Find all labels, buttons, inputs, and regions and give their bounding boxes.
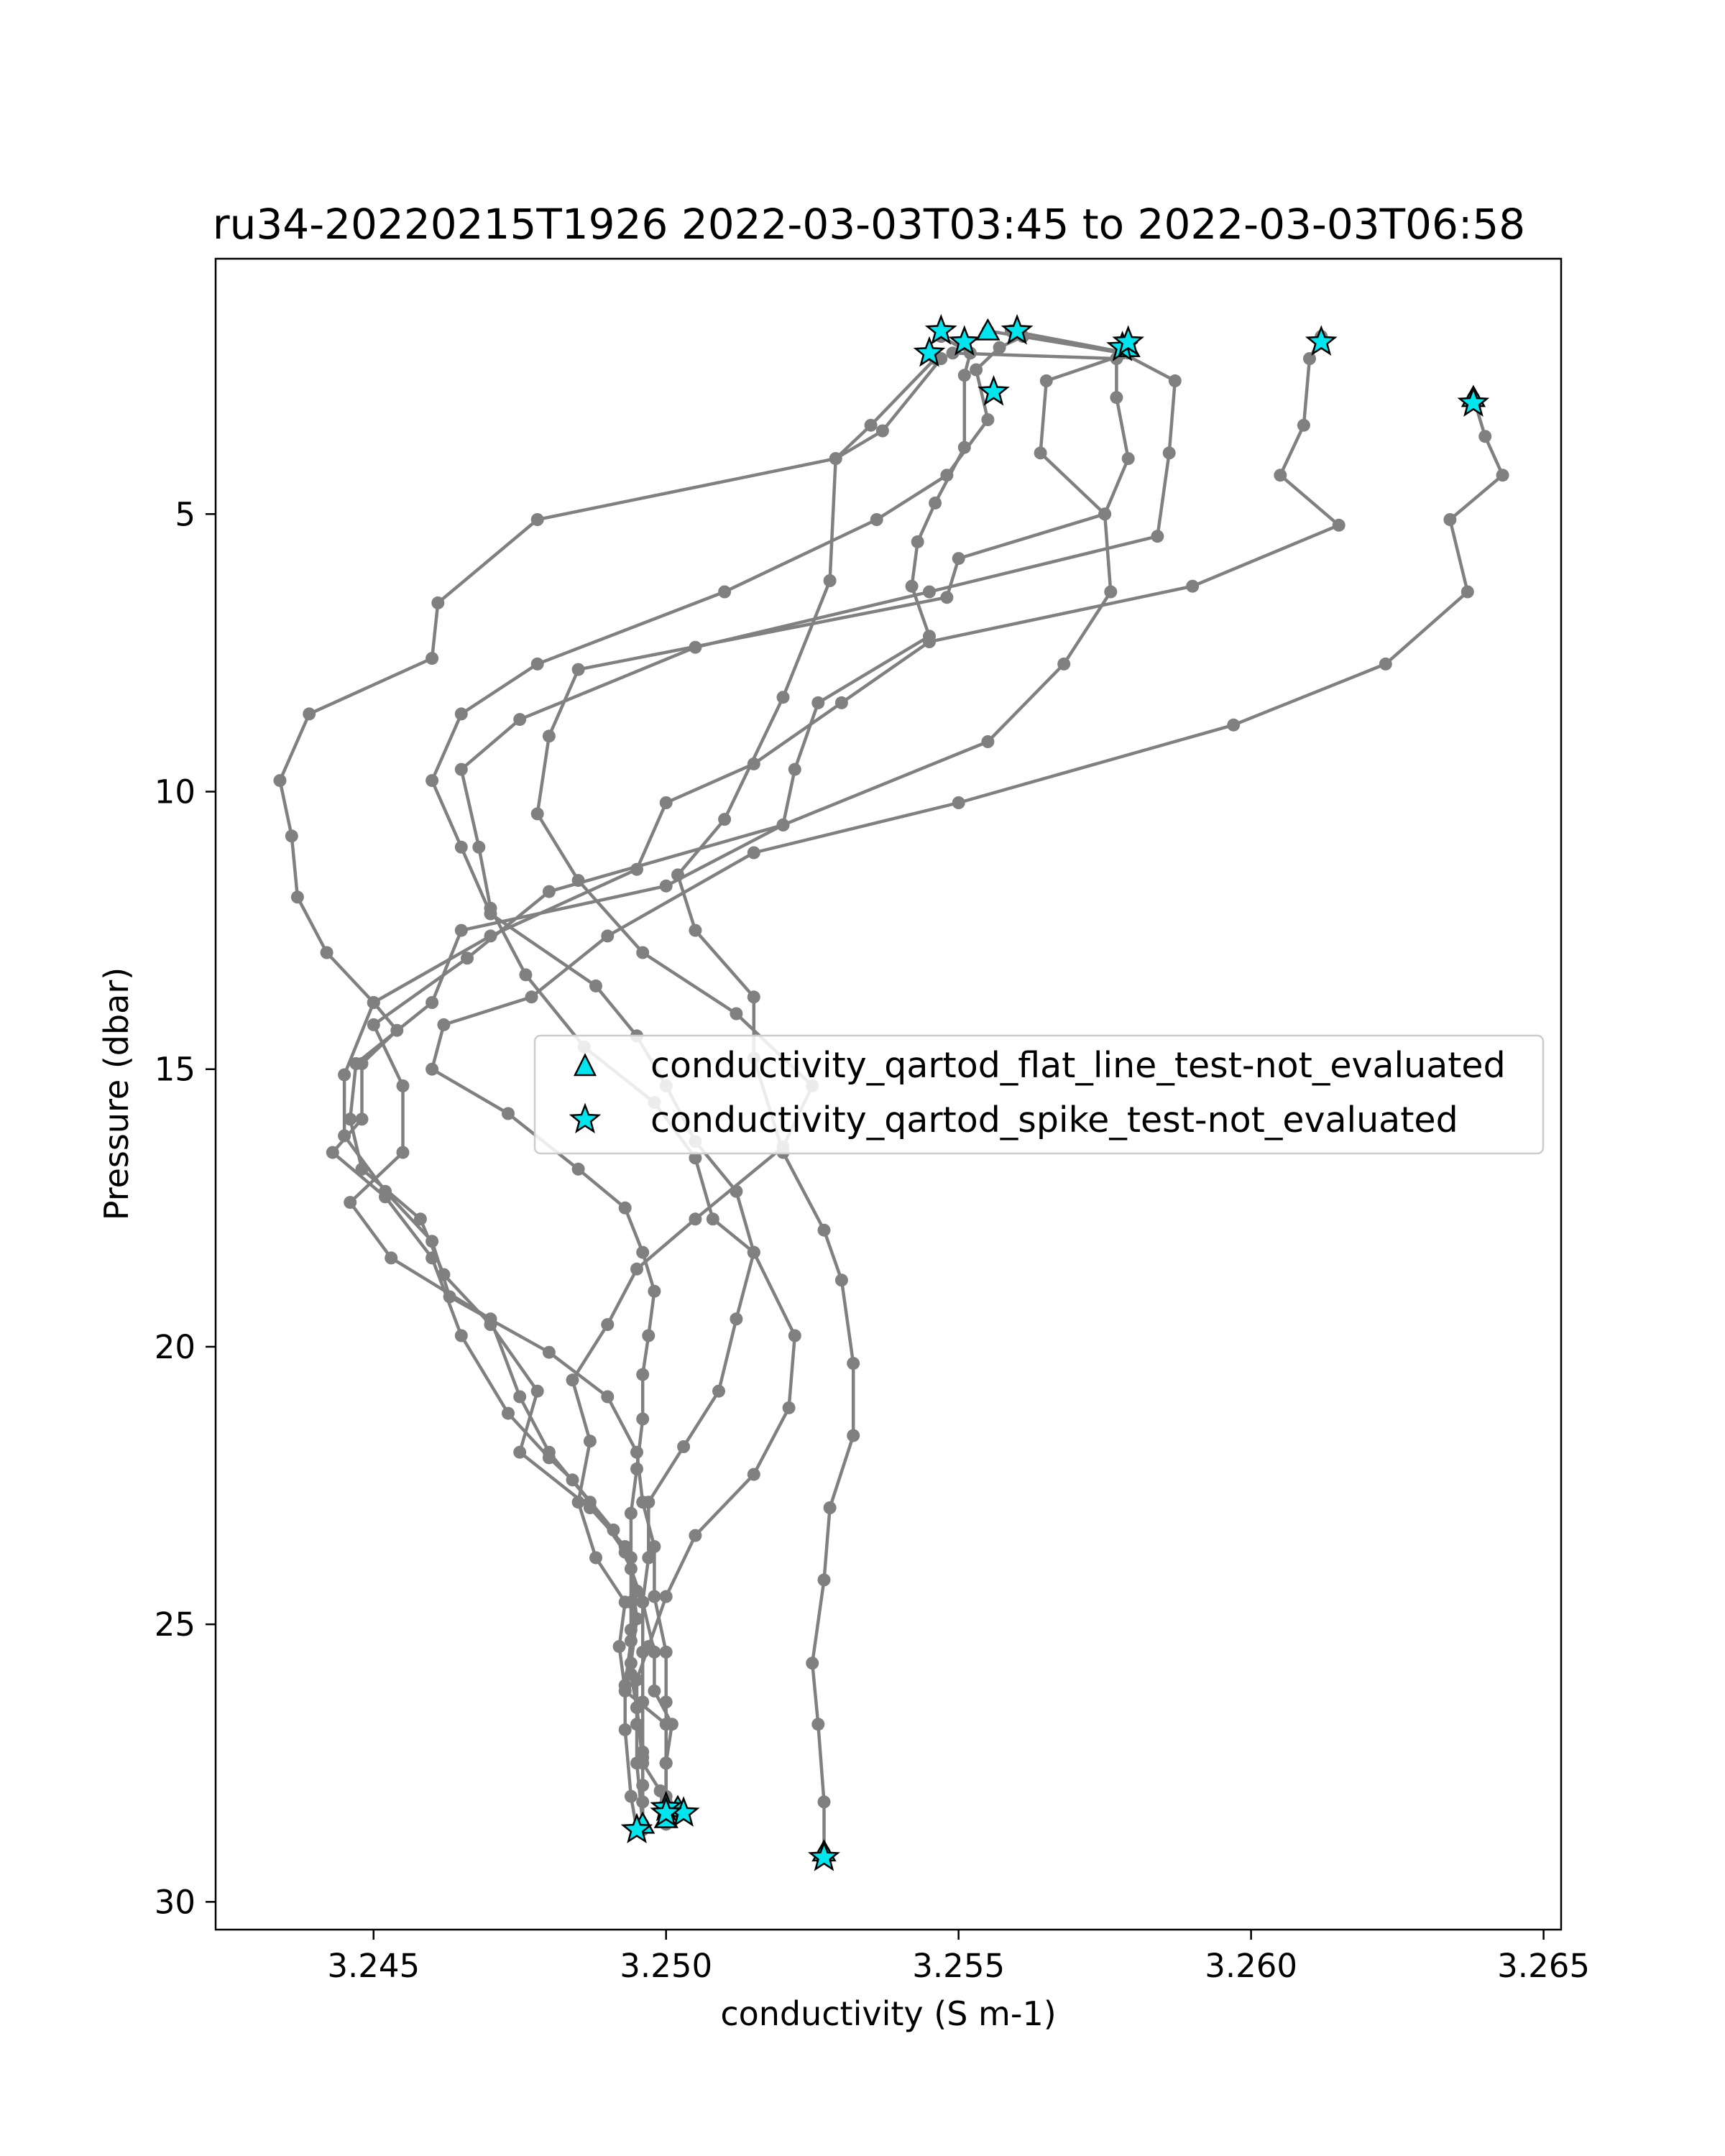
legend-label-spike: conductivity_qartod_spike_test-not_evaluated <box>650 1100 1458 1141</box>
profile-point <box>1379 658 1392 671</box>
profile-point <box>625 1507 638 1520</box>
profile-point <box>625 1657 638 1669</box>
profile-point <box>572 663 585 676</box>
profile-point <box>730 1312 742 1325</box>
profile-point <box>484 1312 497 1325</box>
profile-point <box>613 1640 626 1653</box>
profile-point <box>870 513 883 526</box>
profile-point <box>1227 719 1240 732</box>
profile-point <box>426 652 438 665</box>
profile-point <box>414 1212 427 1225</box>
spike-flag-marker <box>1460 389 1487 415</box>
profile-point <box>601 929 614 942</box>
profile-point <box>788 763 801 776</box>
profile-point <box>748 1246 760 1259</box>
profile-point <box>543 729 556 742</box>
profile-point <box>636 1746 649 1759</box>
profile-point <box>543 1346 556 1359</box>
profile-point <box>1496 469 1509 482</box>
profile-point <box>718 586 731 599</box>
profile-point <box>285 829 298 842</box>
profile-point <box>513 713 526 726</box>
x-tick-label: 3.255 <box>912 1947 1006 1985</box>
profile-point <box>876 425 889 438</box>
profile-point <box>671 868 684 881</box>
profile-point <box>625 1790 638 1803</box>
profile-point <box>835 1273 848 1286</box>
profile-point <box>484 908 497 921</box>
profile-point <box>589 980 602 992</box>
profile-point <box>689 1212 702 1225</box>
x-tick-label: 3.265 <box>1497 1947 1590 1985</box>
profile-point <box>824 574 837 587</box>
profile-point <box>531 807 544 820</box>
profile-point <box>929 497 942 510</box>
profile-point <box>390 1024 403 1037</box>
profile-point <box>274 774 287 787</box>
profile-point <box>455 924 468 937</box>
y-tick-label: 20 <box>154 1327 196 1366</box>
profile-point <box>426 774 438 787</box>
profile-point <box>437 1018 450 1031</box>
profile-point <box>543 885 556 898</box>
profile-point <box>1478 430 1491 443</box>
profile-point <box>660 1756 673 1769</box>
spike-flag-marker <box>810 1843 837 1869</box>
profile-point <box>811 696 824 709</box>
profile-point <box>344 1112 356 1125</box>
profile-point <box>502 1107 515 1120</box>
profile-point <box>788 1330 801 1342</box>
profile-point <box>426 996 438 1009</box>
profile-point <box>502 1407 515 1420</box>
profile-point <box>806 1657 819 1669</box>
profile-point <box>1461 586 1474 599</box>
x-axis-label: conductivity (S m-1) <box>720 1994 1057 2033</box>
profile-point <box>923 586 936 599</box>
profile-point <box>356 1112 369 1125</box>
profile-point <box>525 990 538 1003</box>
profile-point <box>981 413 994 426</box>
profile-point <box>712 1385 725 1398</box>
profile-point <box>818 1795 831 1808</box>
profile-point <box>1040 374 1053 387</box>
profile-point <box>748 990 760 1003</box>
profile-point <box>531 513 544 526</box>
x-axis <box>327 1930 1590 1985</box>
profile-point <box>824 1501 837 1514</box>
profile-point <box>636 1368 649 1381</box>
profile-point <box>811 1718 824 1731</box>
y-tick-label: 25 <box>154 1606 196 1644</box>
profile-point <box>818 1224 831 1237</box>
x-tick-label: 3.250 <box>620 1947 713 1985</box>
profile-point <box>367 1018 380 1031</box>
profile-point <box>291 890 304 903</box>
profile-point <box>923 630 936 642</box>
profile-point <box>619 1679 632 1692</box>
profile-point <box>906 580 919 593</box>
x-tick-label: 3.245 <box>327 1947 420 1985</box>
profile-point <box>572 1163 585 1176</box>
profile-point <box>660 1590 673 1603</box>
profile-point <box>619 1202 632 1215</box>
profile-point <box>367 996 380 1009</box>
profile-point <box>321 946 334 959</box>
profile-point <box>589 1552 602 1565</box>
legend-label-flat-line: conductivity_qartod_flat_line_test-not_evaluated <box>650 1045 1506 1086</box>
profile-point <box>1169 374 1182 387</box>
profile-point <box>455 1330 468 1342</box>
profile-point <box>689 1529 702 1542</box>
profile-point <box>660 1695 673 1708</box>
profile-point <box>777 691 790 704</box>
profile-point <box>1034 446 1047 459</box>
profile-point <box>952 796 965 809</box>
profile-point <box>455 707 468 720</box>
profile-point <box>829 452 842 465</box>
profile-point <box>531 658 544 671</box>
profile-point <box>1303 352 1316 365</box>
profile-point <box>426 1251 438 1264</box>
profile-point <box>356 1057 369 1070</box>
profile-point <box>338 1069 351 1082</box>
profile-point <box>1110 391 1123 404</box>
profile-point <box>677 1440 690 1453</box>
profile-point <box>1297 419 1310 432</box>
profile-point <box>1274 469 1287 482</box>
profile-point <box>455 763 468 776</box>
flat-line-flag-marker <box>977 320 998 339</box>
profile-point <box>952 552 965 565</box>
profile-point <box>636 1412 649 1425</box>
profile-point <box>513 1391 526 1404</box>
y-tick-label: 5 <box>175 495 196 534</box>
profile-point <box>865 419 878 432</box>
profile-point <box>531 1385 544 1398</box>
profile-point <box>689 924 702 937</box>
spike-flag-marker <box>1307 328 1335 354</box>
profile-point <box>1333 519 1346 532</box>
profile-point <box>660 796 673 809</box>
profile-point <box>584 1434 597 1447</box>
profile-point <box>1122 452 1135 465</box>
profile-point <box>718 813 731 826</box>
profile-point <box>636 1246 649 1259</box>
profile-point <box>397 1146 410 1159</box>
profile-point <box>426 1063 438 1076</box>
profile-point <box>519 968 532 981</box>
profile-point <box>472 841 485 854</box>
profile-point <box>326 1146 339 1159</box>
profile-point <box>783 1401 796 1414</box>
profile-point <box>619 1723 632 1736</box>
profile-point <box>648 1646 661 1659</box>
profile-point <box>730 1008 742 1021</box>
profile-point <box>835 696 848 709</box>
profile-point <box>777 819 790 831</box>
profile-point <box>601 1318 614 1331</box>
profile-point <box>940 591 953 604</box>
profile-point <box>981 735 994 748</box>
profile-point <box>993 341 1006 354</box>
profile-point <box>748 847 760 860</box>
profile-point <box>1151 530 1164 543</box>
y-axis-label: Pressure (dbar) <box>97 967 136 1221</box>
profile-point <box>648 1590 661 1603</box>
y-tick-label: 15 <box>154 1050 196 1089</box>
profile-point <box>630 1462 643 1475</box>
profile-point <box>379 1190 392 1203</box>
profile-point <box>636 1595 649 1608</box>
chart-title: ru34-20220215T1926 2022-03-03T03:45 to 2022-03-03T06:58 <box>212 200 1526 249</box>
profile-point <box>818 1573 831 1586</box>
profile-point <box>958 441 971 454</box>
profile-point <box>1098 507 1111 520</box>
profile-point <box>431 596 444 609</box>
profile-point <box>660 880 673 893</box>
profile-point <box>648 1285 661 1298</box>
profile-point <box>1443 513 1456 526</box>
profile-point <box>636 1779 649 1792</box>
profile-point <box>461 952 474 964</box>
profile-point <box>584 1496 597 1508</box>
profile-point <box>707 1212 719 1225</box>
profile-point <box>660 1646 673 1659</box>
x-tick-label: 3.260 <box>1205 1947 1298 1985</box>
profile-point <box>303 707 316 720</box>
profile-point <box>648 1685 661 1697</box>
profile-point <box>1104 586 1117 599</box>
profile-point <box>397 1079 410 1092</box>
legend <box>535 1036 1543 1153</box>
profile-point <box>1057 658 1070 671</box>
profile-point <box>619 1546 632 1559</box>
profile-point <box>847 1357 860 1370</box>
profile-point <box>344 1196 356 1209</box>
profile-point <box>513 1446 526 1459</box>
profile-point <box>847 1429 860 1442</box>
profile-point <box>455 841 468 854</box>
profile-point <box>601 1391 614 1404</box>
y-tick-label: 30 <box>154 1883 196 1922</box>
profile-point <box>636 946 649 959</box>
profile-point <box>385 1251 397 1264</box>
profile-point <box>642 1330 655 1342</box>
profile-point <box>1163 446 1176 459</box>
profile-point <box>636 1695 649 1708</box>
profile-point <box>636 1646 649 1659</box>
profile-point <box>958 369 971 382</box>
profile-point <box>630 1263 643 1276</box>
profile-point <box>1186 580 1199 593</box>
y-axis <box>155 495 216 1921</box>
profile-point <box>911 535 924 548</box>
profile-point <box>748 1468 760 1481</box>
profile-point <box>970 364 983 377</box>
profile-point <box>648 1540 661 1553</box>
profile-point <box>636 1496 649 1508</box>
profile-point <box>543 1446 556 1459</box>
y-tick-label: 10 <box>154 773 196 811</box>
